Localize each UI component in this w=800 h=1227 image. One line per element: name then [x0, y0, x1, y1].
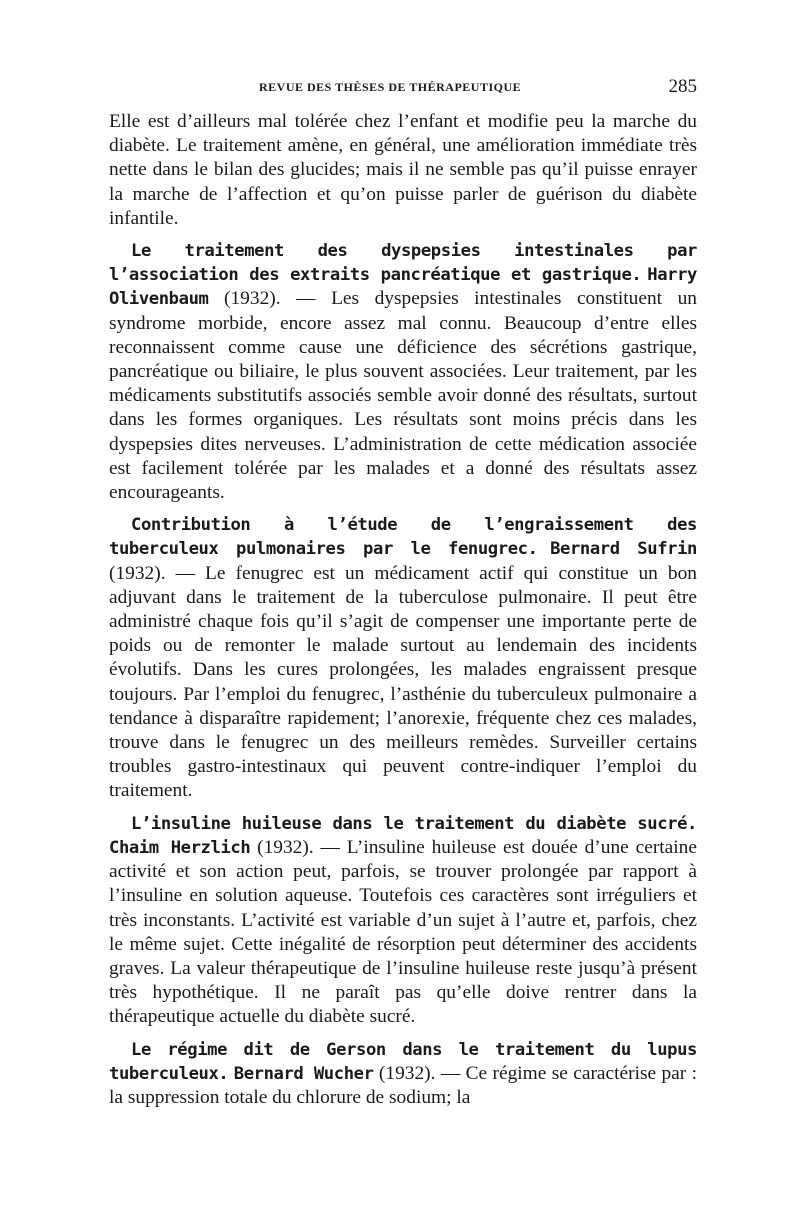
article-text: Les dyspepsies intestinales constituent un syndrome morbide, encore assez mal connu. Beaucoup d’entre elles reconnaissent comme cause une déficience des sécrétions gastrique, pancréatique ou biliaire, le plus souvent associées. Leur traitement, par les médicaments substitutifs associés semble avoir donné des résultats, surtout dans les formes organiques. Les résultats sont moins précis dans les dyspepsies dites nerveuses. L’administration de cette médication associée est facilement tolérée par les malades et a donné des résultats assez encourageants. — [109, 288, 697, 504]
article-author: Bernard Wucher — [233, 1063, 374, 1084]
article-text: Ce régime se caractérise par : la suppression totale du chlorure de sodium; la — [109, 1062, 697, 1108]
article-author: Harry Olivenbaum — [109, 265, 697, 310]
article-sufrin — [109, 513, 697, 803]
article-title: L’insuline huileuse dans le traitement du diabète sucré. — [131, 813, 697, 834]
article-dash: — — [320, 836, 340, 858]
page-number: 285 — [668, 76, 697, 97]
article-herzlich — [109, 812, 697, 1030]
article-text: L’insuline huileuse est douée d’une certaine activité et son action peut, parfois, se trouver prolongée par rapport à l’insuline en solution aqueuse. Toutefois ces caractères sont irréguliers et très inconstants. L’activité est variable d’un sujet à l’autre et, parfois, chez le même sujet. Cette inégalité de résorption peut déterminer des accidents graves. La valeur thérapeutique de l’insuline huileuse reste jusqu’à présent très hypothétique. Il ne paraît pas qu’elle doive rentrer dans la thérapeutique actuelle du diabète sucré. — [109, 836, 697, 1028]
article-text: Le fenugrec est un médicament actif qui constitue un bon adjuvant dans le traitement de la tuberculose pulmonaire. Il peut être administré chaque fois qu’il s’agit de compenser une importante perte de poids ou de remonter le malade surtout au lendemain des incidents évolutifs. Dans les cures prolongées, les malades engraissent presque toujours. Par l’emploi du fenugrec, l’asthénie du tuberculeux pulmonaire a tendance à disparaître rapidement; l’anorexie, fréquente chez ces malades, trouve dans le fenugrec un des meilleurs remèdes. Surveiller certains troubles gastro-intestinaux qui peuvent contre-indiquer l’emploi du traitement. — [109, 562, 697, 802]
article-title: Le régime dit de Gerson dans le traitement du lupus tuberculeux. — [109, 1039, 697, 1084]
article-year: (1932). — [109, 562, 166, 584]
article-olivenbaum — [109, 239, 697, 505]
article-year: (1932). — [224, 288, 281, 310]
running-title: REVUE DES THÈSES DE THÉRAPEUTIQUE — [259, 80, 522, 94]
article-dash: — — [296, 288, 316, 310]
article-year: (1932). — [378, 1062, 436, 1084]
article-author: Chaim Herzlich — [109, 837, 251, 858]
article-dash: — — [175, 562, 195, 584]
intro-paragraph: Elle est d’ailleurs mal tolérée chez l’enfant et modifie peu la marche du diabète. Le traitement amène, en général, une amélioration immédiate très nette dans le bilan des glucides; mais il ne semble pas qu’il puisse enrayer la marche de l’affection et qu’on puisse parler de guérison du diabète infantile. — [109, 111, 697, 229]
article-author: Bernard Sufrin — [550, 539, 697, 560]
article-dash: — — [440, 1062, 461, 1084]
article-title: Le traitement des dyspepsies intestinales par l’association des extraits pancréatique et gastrique. — [109, 241, 697, 286]
article-title: Contribution à l’étude de l’engraissement des tuberculeux pulmonaires par le fenugrec. — [109, 515, 697, 560]
page-header — [109, 76, 697, 102]
document-page — [109, 76, 697, 1110]
body-text — [109, 110, 697, 1110]
article-year: (1932). — [257, 836, 314, 858]
article-wucher — [109, 1038, 697, 1111]
